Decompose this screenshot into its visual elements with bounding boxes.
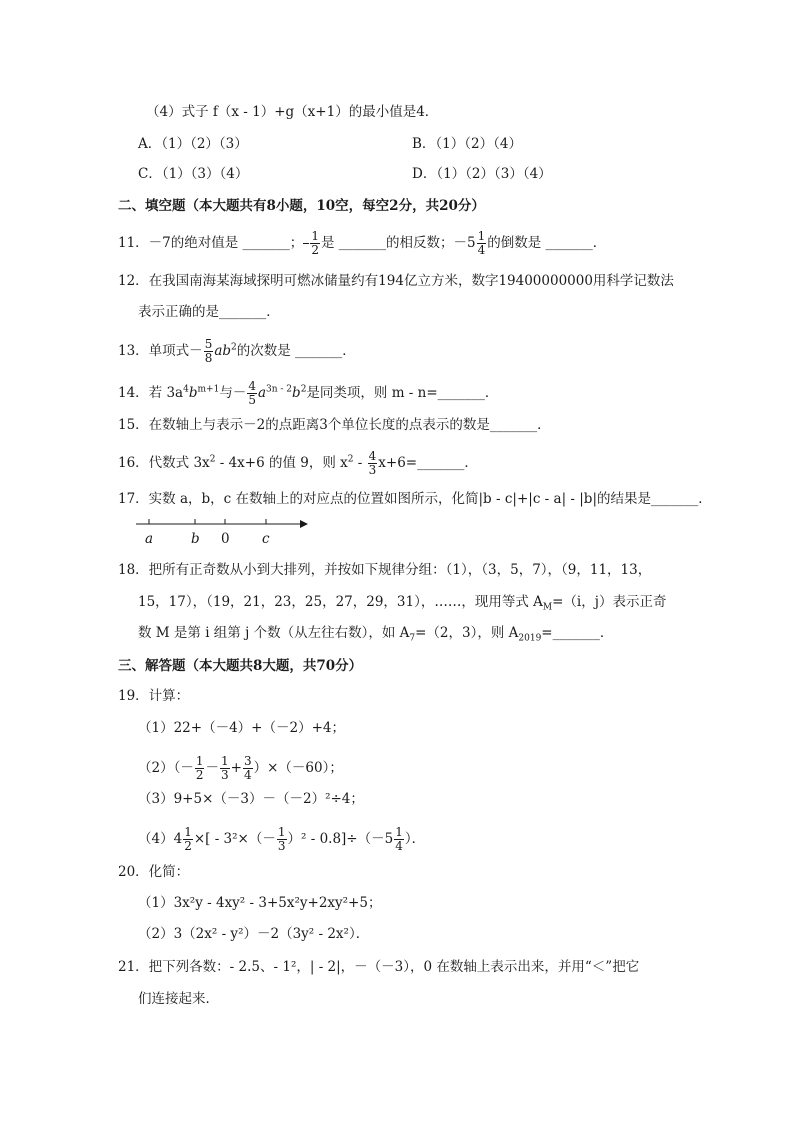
q16-suffix: x+6=_______． bbox=[378, 455, 478, 471]
section-3-heading: 三、解答题（本大题共8大题，共70分） bbox=[118, 658, 363, 674]
question-18-line-1: 18．把所有正奇数从小到大排列，并按如下规律分组：（1），（3，5，7），（9，11，13， bbox=[118, 562, 652, 578]
q14-with: 与－ bbox=[219, 385, 247, 401]
q10-option-c: C．（1）（3）（4） bbox=[138, 166, 249, 182]
question-11 bbox=[118, 230, 606, 257]
q13-prefix: 13．单项式－ bbox=[118, 343, 203, 359]
q14-prefix: 14．若 3a bbox=[118, 385, 184, 401]
q10-item4: （4）式子 f（x - 1）+g（x+1）的最小值是4． bbox=[146, 104, 439, 120]
q11-part-a: 11．－7的绝对值是 _______； bbox=[118, 235, 304, 251]
question-12-line-2: 表示正确的是_______． bbox=[138, 304, 280, 320]
q17-number-line bbox=[132, 514, 332, 544]
q20-part-2: （2）3（2x² - y²）－2（3y² - 2x²）． bbox=[138, 926, 370, 942]
q10-option-a: A．（1）（2）（3） bbox=[138, 136, 248, 152]
q11-fraction-quarter: $\frac{1}{4}$ bbox=[477, 229, 486, 257]
q19-part-1: （1）22+（－4）+（－2）+4； bbox=[138, 720, 345, 736]
q10-option-b: B．（1）（2）（4） bbox=[412, 136, 522, 152]
question-21-line-1: 21．把下列各数：- 2.5、- 1²，| - 2|，－（－3），0 在数轴上表示出来，并用“＜”把它 bbox=[118, 959, 640, 975]
q16-middle: - 4x+6 的值 9，则 x bbox=[215, 455, 348, 471]
q13-suffix: 的次数是 _______． bbox=[236, 343, 356, 359]
question-18-line-2: 15，17），（19，21，23，25，27，29，31），……，现用等式 $A_M=(i$，j）表示正奇 bbox=[138, 594, 667, 613]
q17-label-a: a bbox=[145, 531, 154, 547]
q11-fraction-half: $\frac{1}{2}$ bbox=[311, 229, 319, 257]
q17-label-c: c bbox=[262, 531, 270, 547]
q19-part-3: （3）9+5×（－3）－（－2）²÷4； bbox=[138, 791, 364, 807]
q11-part-b: 是 _______的相反数；－5 bbox=[320, 235, 476, 251]
question-21-line-2: 们连接起来． bbox=[138, 991, 219, 1007]
q19-part-4: （4）4 $\frac{1}{2}$ ×[ - 3²×（－ $\frac{1}{3}$ ）² - 0.8]÷（－5 $\frac{1}{4}$ ）． bbox=[138, 825, 426, 853]
q17-label-b: b bbox=[191, 531, 200, 547]
question-13: 13．单项式－ $\frac{5}{8}$ $ab^2$的次数是 _______． bbox=[118, 337, 356, 365]
q20-part-1: （1）3x²y - 4xy² - 3+5x²y+2xy²+5； bbox=[138, 895, 382, 911]
question-20-title: 20．化简： bbox=[118, 864, 190, 880]
question-17: 17．实数 a，b，c 在数轴上的对应点的位置如图所示，化简|b - c|+|c - a| - |b|的结果是_______． bbox=[118, 491, 712, 507]
question-12-line-1: 12．在我国南海某海域探明可燃冰储量约有194亿立方米，数字19400000000用科学记数法 bbox=[118, 273, 674, 289]
q16-prefix: 16．代数式 3x bbox=[118, 455, 210, 471]
q17-label-zero: 0 bbox=[221, 531, 230, 547]
question-16: 16．代数式 $3x^2 - 4x+6$ 的值 9，则 $x^2$ - $\frac{4}{3}$ x+6=_______． bbox=[118, 449, 478, 477]
q13-fraction: $\frac{5}{8}$ bbox=[204, 337, 213, 365]
q14-suffix: 是同类项，则 m - n=_______． bbox=[306, 385, 499, 401]
question-15: 15．在数轴上与表示－2的点距离3个单位长度的点表示的数是_______． bbox=[118, 417, 551, 433]
q11-part-c: 的倒数是 _______． bbox=[487, 235, 607, 251]
q10-option-d: D．（1）（2）（3）（4） bbox=[412, 166, 552, 182]
q14-fraction: $\frac{4}{5}$ bbox=[248, 379, 256, 407]
q13-monomial: ab bbox=[214, 343, 232, 359]
question-18-line-3: 数 M 是第 i 组第 j 个数（从左往右数），如 $A_7=(2$，3），则 $A_{2019}=\_\_\_\_\_\_\_$． bbox=[138, 625, 614, 644]
question-19-title: 19．计算： bbox=[118, 688, 190, 704]
section-2-heading: 二、填空题（本大题共有8小题，10空，每空2分，共20分） bbox=[118, 198, 485, 214]
question-14: 14．若 $3a^4b^{m+1}$与－ $\frac{4}{5}$ $a^{3n - 2}b^2$是同类项，则 m - n=_______． bbox=[118, 379, 499, 407]
q16-fraction: $\frac{4}{3}$ bbox=[368, 449, 377, 477]
q19-part-2: （2）（－ $\frac{1}{2}$ － $\frac{1}{3}$ + $\frac{3}{4}$ ）×（－60）； bbox=[138, 754, 343, 782]
